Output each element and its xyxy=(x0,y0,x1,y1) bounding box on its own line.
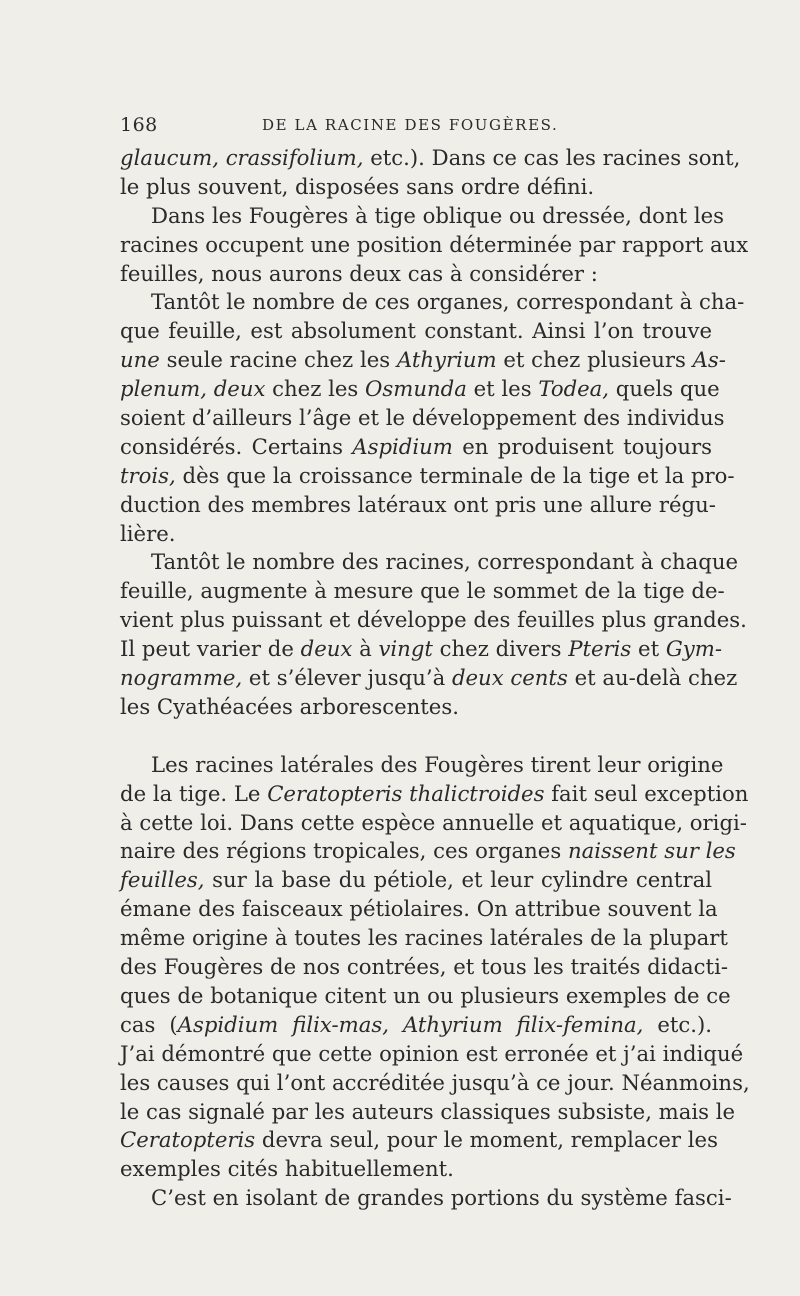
italic-text: nogramme, xyxy=(120,665,243,691)
text-segment: racines occupent une position déterminée par rapport aux xyxy=(120,231,749,257)
text-segment: J’ai démontré que cette opinion est erronée et j’ai indiqué xyxy=(120,1040,744,1066)
text-line xyxy=(120,346,726,375)
text-segment: feuille, augmente à mesure que le sommet de la tige de- xyxy=(120,578,725,604)
italic-text: Osmunda xyxy=(365,376,467,402)
italic-text: deux cents xyxy=(451,665,568,691)
text-segment: seule racine chez les xyxy=(159,347,397,373)
italic-text: Pteris xyxy=(568,636,632,662)
text-line xyxy=(120,317,712,346)
text-segment: de la tige. Le xyxy=(120,780,268,806)
running-head: DE LA RACINE DES FOUGÈRES. xyxy=(262,116,559,134)
text-segment: à cette loi. Dans cette espèce annuelle et aquatique, origi- xyxy=(120,809,747,835)
text-line xyxy=(120,1098,736,1127)
italic-text: Todea, xyxy=(538,376,610,402)
text-line xyxy=(120,1011,712,1040)
text-line xyxy=(120,288,745,317)
text-line xyxy=(120,173,712,202)
text-segment: le cas signalé par les auteurs classiques subsiste, mais le xyxy=(120,1098,736,1124)
text-segment: et au-delà chez xyxy=(567,665,738,691)
text-segment: Tantôt le nombre des racines, correspondant à chaque xyxy=(151,549,739,575)
text-line xyxy=(120,520,712,549)
text-segment: les causes qui l’ont accréditée jusqu’à ce jour. Néanmoins, xyxy=(120,1069,750,1095)
text-segment: sur la base du pétiole, et leur cylindre central xyxy=(204,867,712,893)
text-segment: et chez plusieurs xyxy=(496,347,693,373)
italic-text: glaucum, crassifolium, xyxy=(120,145,364,170)
text-segment: chez les xyxy=(265,376,366,402)
text-segment: ques de botanique citent un ou plusieurs exemples de ce xyxy=(120,982,731,1008)
text-segment: que feuille, est absolument constant. Ainsi l’on trouve xyxy=(120,318,712,344)
text-line xyxy=(120,548,739,577)
text-segment: fait seul exception xyxy=(544,780,749,806)
text-segment: émane des faisceaux pétiolaires. On attribue souvent la xyxy=(120,896,718,922)
text-segment: et xyxy=(631,636,666,662)
page-number: 168 xyxy=(120,114,158,136)
text-line xyxy=(120,1040,744,1069)
text-segment: feuilles, nous aurons deux cas à considérer : xyxy=(120,260,598,286)
text-line xyxy=(120,751,724,780)
text-line xyxy=(120,260,712,289)
text-segment: dès que la croissance terminale de la tige et la pro- xyxy=(175,462,735,488)
text-segment: et s’élever jusqu’à xyxy=(242,665,452,691)
text-segment: vient plus puissant et développe des feuilles plus grandes. xyxy=(120,607,747,633)
italic-text: trois, xyxy=(120,462,176,488)
text-segment: chez divers xyxy=(432,636,569,662)
text-line xyxy=(120,635,722,664)
text-line xyxy=(120,375,720,404)
text-line xyxy=(120,491,716,520)
text-line xyxy=(120,837,736,866)
text-line xyxy=(120,202,725,231)
text-line xyxy=(120,664,738,693)
text-line xyxy=(120,809,747,838)
text-segment: etc.). xyxy=(643,1011,712,1037)
text-segment: quels que xyxy=(609,376,720,402)
italic-text: plenum, deux xyxy=(120,376,266,402)
text-segment: et les xyxy=(466,376,539,402)
text-segment: le plus souvent, disposées sans ordre défini. xyxy=(120,173,595,199)
text-line xyxy=(120,1069,750,1098)
text-segment: naire des régions tropicales, ces organes xyxy=(120,838,568,864)
italic-text: Ceratopteris xyxy=(120,1127,256,1153)
italic-text: Ceratopteris thalictroides xyxy=(267,780,545,806)
text-segment: devra seul, pour le moment, remplacer les xyxy=(255,1127,718,1153)
text-line xyxy=(120,866,712,895)
text-segment: Tantôt le nombre de ces organes, correspondant à cha- xyxy=(151,289,745,315)
text-line xyxy=(120,1126,718,1155)
text-segment: duction des membres latéraux ont pris une allure régu- xyxy=(120,491,716,517)
text-segment: des Fougères de nos contrées, et tous les traités didacti- xyxy=(120,954,729,980)
text-segment: etc.). Dans ce cas les racines sont, xyxy=(363,145,741,170)
text-segment: Les racines latérales des Fougères tirent leur origine xyxy=(151,751,724,777)
text-line xyxy=(120,404,725,433)
text-segment: en produisent toujours xyxy=(452,433,712,459)
italic-text: As- xyxy=(692,347,726,373)
text-segment: Dans les Fougères à tige oblique ou dressée, dont les xyxy=(151,202,725,228)
italic-text: deux xyxy=(300,636,353,662)
text-line xyxy=(120,144,741,173)
text-line xyxy=(120,462,735,491)
paragraph-gap xyxy=(120,722,712,751)
text-line xyxy=(120,1155,712,1184)
italic-text: vingt xyxy=(378,636,433,662)
text-segment: considérés. Certains xyxy=(120,433,353,459)
page-header xyxy=(120,114,710,140)
text-segment: les Cyathéacées arborescentes. xyxy=(120,693,459,719)
text-segment: à xyxy=(352,636,379,662)
text-line xyxy=(120,953,729,982)
text-line xyxy=(120,231,749,260)
text-line xyxy=(120,693,712,722)
text-segment: lière. xyxy=(120,520,176,546)
text-line xyxy=(120,433,712,462)
text-line xyxy=(120,924,728,953)
text-segment: Il peut varier de xyxy=(120,636,301,662)
text-segment: C’est en isolant de grandes portions du système fasci- xyxy=(151,1185,732,1211)
text-line xyxy=(120,895,718,924)
italic-text: Athyrium xyxy=(396,347,497,373)
italic-text: une xyxy=(120,347,160,373)
body-text xyxy=(120,144,750,1213)
text-line xyxy=(120,780,749,809)
italic-text: Aspidium filix-mas, Athyrium filix-femina, xyxy=(177,1011,644,1037)
italic-text: naissent sur les xyxy=(567,838,736,864)
italic-text: feuilles, xyxy=(120,867,205,893)
text-line xyxy=(120,1184,732,1213)
italic-text: Gym- xyxy=(665,636,722,662)
text-segment: même origine à toutes les racines latérales de la plupart xyxy=(120,925,728,951)
text-line xyxy=(120,606,747,635)
text-line xyxy=(120,982,731,1011)
italic-text: Aspidium xyxy=(352,433,453,459)
text-segment: soient d’ailleurs l’âge et le développement des individus xyxy=(120,405,725,431)
text-segment: exemples cités habituellement. xyxy=(120,1156,454,1182)
text-segment: cas ( xyxy=(120,1011,178,1037)
text-line xyxy=(120,577,725,606)
